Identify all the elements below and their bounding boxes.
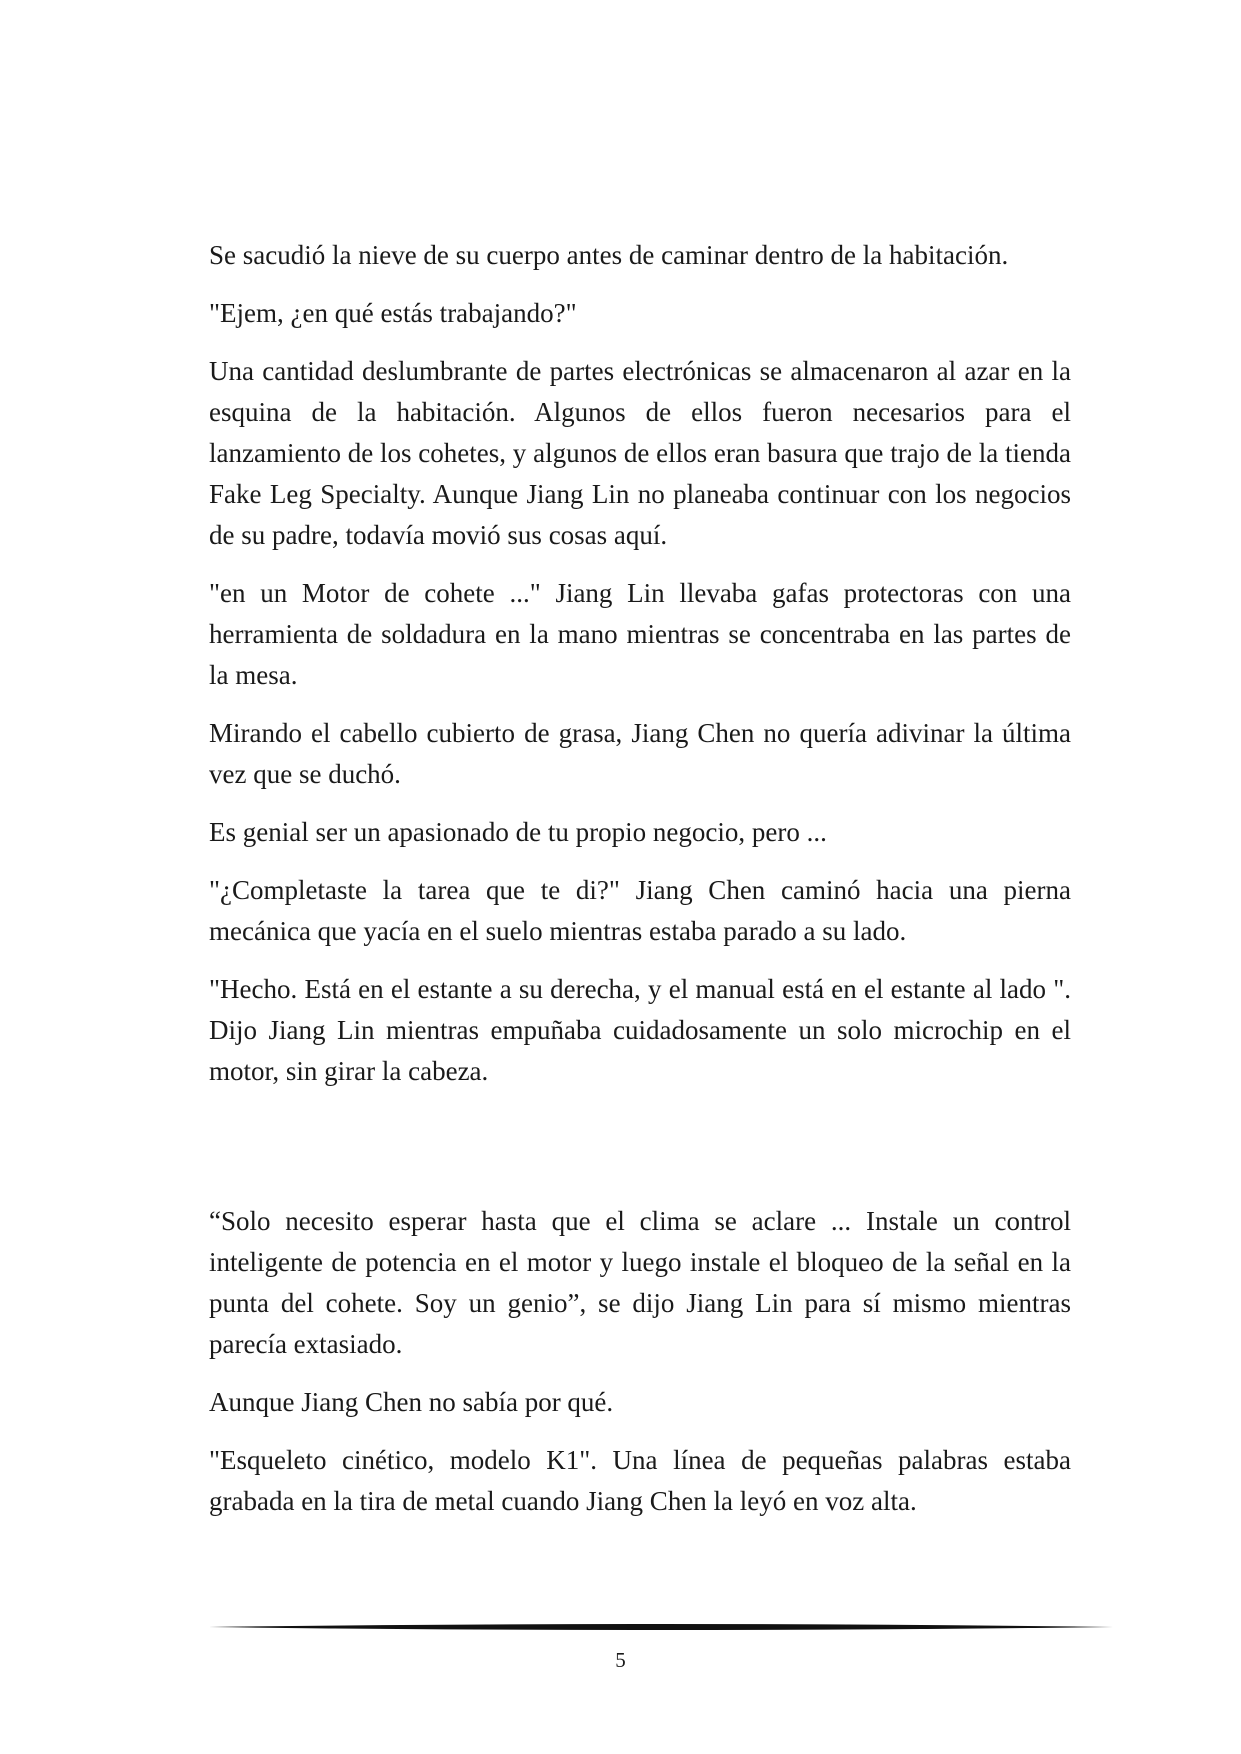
body-text-top	[209, 235, 1071, 1109]
paragraph: Se sacudió la nieve de su cuerpo antes de caminar dentro de la habitación.	[209, 240, 1009, 270]
paragraph: "Esqueleto cinético, modelo K1". Una línea de pequeñas palabras estaba grabada en la tira de metal cuando Jiang Chen la leyó en voz alta.	[209, 1445, 1071, 1516]
footer-divider-stroke	[209, 1624, 1113, 1630]
footer-divider	[209, 1621, 1113, 1633]
paragraph: Una cantidad deslumbrante de partes electrónicas se almacenaron al azar en la esquina de la habitación. Algunos de ellos fueron necesarios para el lanzamiento de los cohetes, y algunos de ellos eran basura que trajo de la tienda Fake Leg Specialty. Aunque Jiang Lin no planeaba continuar con los negocios de su padre, todavía movió sus cosas aquí.	[209, 356, 1071, 550]
page-number: 5	[615, 1648, 626, 1672]
paragraph: “Solo necesito esperar hasta que el clima se aclare ... Instale un control inteligente de potencia en el motor y luego instale el bloqueo de la señal en la punta del cohete. Soy un genio”, se dijo Jiang Lin para sí mismo mientras parecía extasiado.	[209, 1206, 1071, 1359]
paragraph: "Ejem, ¿en qué estás trabajando?"	[209, 298, 577, 328]
paragraph: "¿Completaste la tarea que te di?" Jiang Chen caminó hacia una pierna mecánica que yacía en el suelo mientras estaba parado a su lado.	[209, 875, 1071, 946]
paragraph: "Hecho. Está en el estante a su derecha, y el manual está en el estante al lado ". Dijo Jiang Lin mientras empuñaba cuidadosamente un solo microchip en el motor, sin girar la cabeza.	[209, 974, 1071, 1086]
paragraph: "en un Motor de cohete ..." Jiang Lin llevaba gafas protectoras con una herramienta de soldadura en la mano mientras se concentraba en las partes de la mesa.	[209, 578, 1071, 690]
paragraph: Mirando el cabello cubierto de grasa, Jiang Chen no quería adivinar la última vez que se duchó.	[209, 718, 1071, 789]
body-text-bottom	[209, 1201, 1071, 1539]
paragraph: Aunque Jiang Chen no sabía por qué.	[209, 1387, 614, 1417]
paragraph: Es genial ser un apasionado de tu propio negocio, pero ...	[209, 817, 827, 847]
